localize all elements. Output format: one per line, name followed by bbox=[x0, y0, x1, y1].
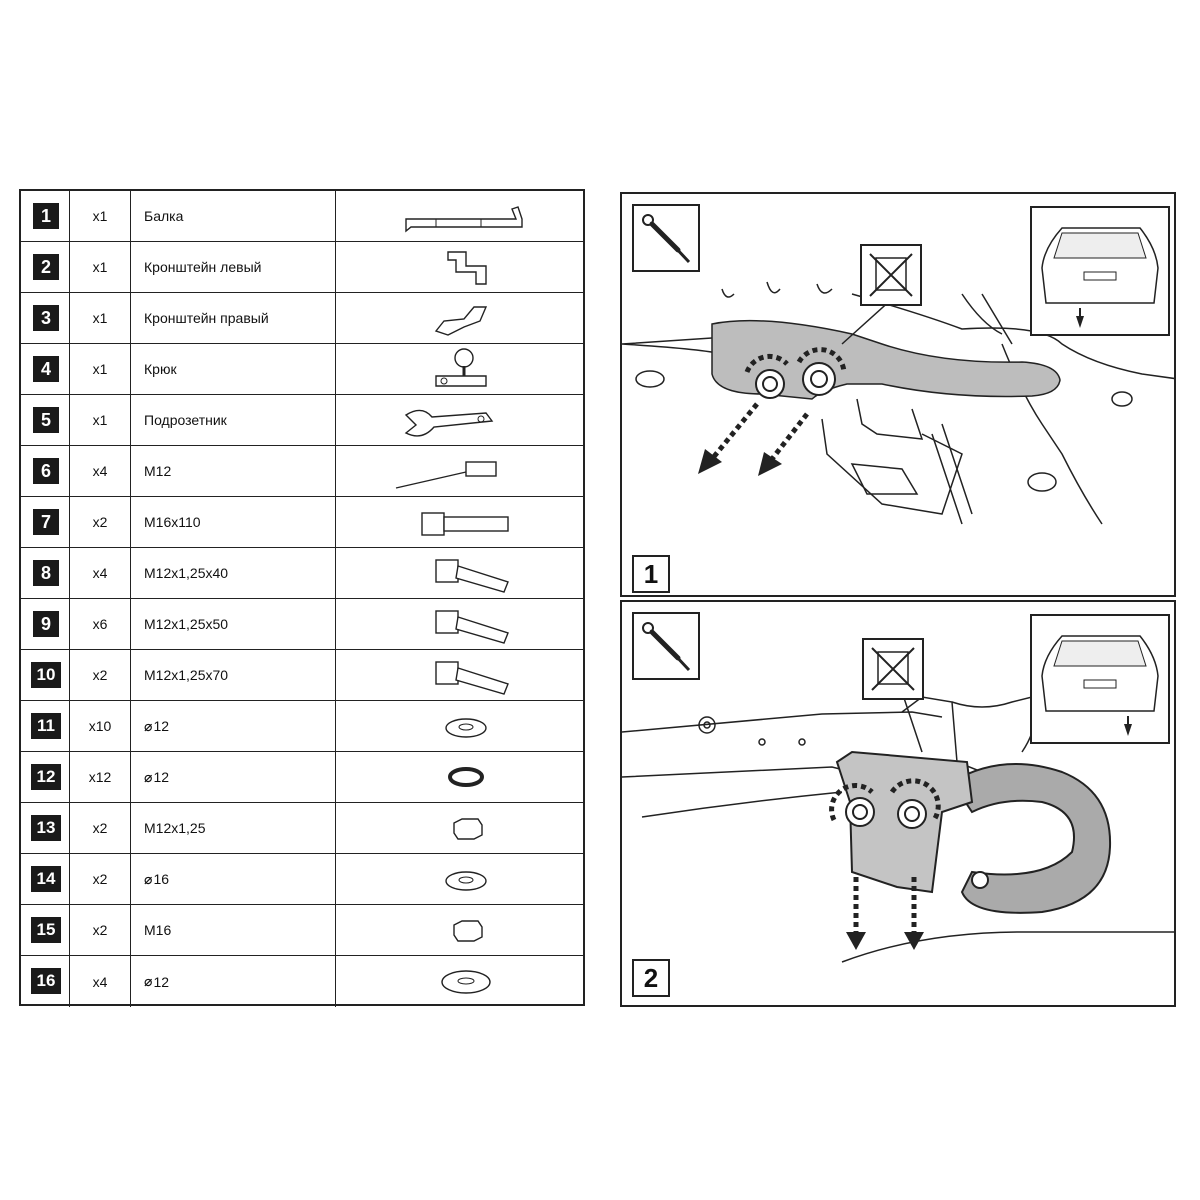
part-number-cell bbox=[21, 191, 70, 241]
part-illustration bbox=[336, 548, 583, 598]
part-name-cell bbox=[131, 905, 336, 955]
part-name-cell bbox=[131, 752, 336, 802]
part-number-cell bbox=[21, 242, 70, 292]
table-row bbox=[21, 956, 583, 1007]
part-name-cell bbox=[131, 497, 336, 547]
washer-icon bbox=[336, 854, 583, 904]
part-name: 16 bbox=[153, 871, 170, 887]
diameter-symbol: ⌀ bbox=[144, 717, 153, 734]
part-name-cell bbox=[131, 854, 336, 904]
part-illustration bbox=[336, 701, 583, 751]
torque-wrench-icon bbox=[632, 204, 700, 272]
car-rear-view-icon bbox=[1030, 614, 1170, 744]
part-illustration bbox=[336, 650, 583, 700]
part-number-badge: 15 bbox=[31, 917, 61, 943]
part-number-cell bbox=[21, 344, 70, 394]
table-row bbox=[21, 497, 583, 548]
part-quantity: x2 bbox=[70, 650, 131, 700]
part-name-cell bbox=[131, 191, 336, 241]
table-row bbox=[21, 599, 583, 650]
part-number-cell bbox=[21, 701, 70, 751]
part-name: 12 bbox=[153, 973, 170, 990]
installation-step-1 bbox=[620, 192, 1176, 597]
part-name-cell bbox=[131, 242, 336, 292]
table-row bbox=[21, 395, 583, 446]
part-illustration bbox=[336, 854, 583, 904]
part-number-cell bbox=[21, 293, 70, 343]
part-quantity: x6 bbox=[70, 599, 131, 649]
part-number-cell bbox=[21, 497, 70, 547]
part-number-cell bbox=[21, 803, 70, 853]
bolt-icon bbox=[336, 548, 583, 598]
table-row bbox=[21, 803, 583, 854]
wire-tie-icon bbox=[336, 446, 583, 496]
step-number-badge: 1 bbox=[632, 555, 670, 593]
table-row bbox=[21, 650, 583, 701]
part-number-cell bbox=[21, 650, 70, 700]
table-row bbox=[21, 344, 583, 395]
table-row bbox=[21, 854, 583, 905]
part-number-badge: 3 bbox=[33, 305, 59, 331]
part-quantity: x1 bbox=[70, 395, 131, 445]
part-name: M16x110 bbox=[144, 514, 201, 530]
part-number-badge: 16 bbox=[31, 968, 61, 994]
part-number-badge: 6 bbox=[33, 458, 59, 484]
part-number-badge: 8 bbox=[33, 560, 59, 586]
part-number-cell bbox=[21, 905, 70, 955]
part-quantity: x1 bbox=[70, 242, 131, 292]
part-quantity: x1 bbox=[70, 344, 131, 394]
parts-table bbox=[19, 189, 585, 1006]
beam-icon bbox=[336, 191, 583, 241]
bolt-icon bbox=[336, 650, 583, 700]
part-number-badge: 13 bbox=[31, 815, 61, 841]
part-illustration bbox=[336, 905, 583, 955]
part-number-badge: 14 bbox=[31, 866, 61, 892]
part-name: Крюк bbox=[144, 361, 177, 377]
part-number-badge: 12 bbox=[31, 764, 61, 790]
part-name-cell bbox=[131, 344, 336, 394]
part-name: M12x1,25x70 bbox=[144, 667, 229, 683]
part-illustration bbox=[336, 293, 583, 343]
part-illustration bbox=[336, 752, 583, 802]
part-name: Кронштейн правый bbox=[144, 310, 269, 326]
part-quantity: x4 bbox=[70, 446, 131, 496]
table-row bbox=[21, 293, 583, 344]
part-number-cell bbox=[21, 548, 70, 598]
part-quantity: x1 bbox=[70, 191, 131, 241]
diameter-symbol: ⌀ bbox=[144, 768, 153, 785]
part-number-badge: 9 bbox=[33, 611, 59, 637]
part-quantity: x12 bbox=[70, 752, 131, 802]
no-lubricant-icon bbox=[862, 638, 924, 700]
part-number-cell bbox=[21, 599, 70, 649]
part-quantity: x4 bbox=[70, 548, 131, 598]
step-number-badge: 2 bbox=[632, 959, 670, 997]
part-quantity: x2 bbox=[70, 854, 131, 904]
part-number-badge: 2 bbox=[33, 254, 59, 280]
table-row bbox=[21, 548, 583, 599]
part-name: M12x1,25x50 bbox=[144, 616, 229, 632]
table-row bbox=[21, 446, 583, 497]
part-name: Кронштейн левый bbox=[144, 259, 262, 275]
part-illustration bbox=[336, 599, 583, 649]
part-illustration bbox=[336, 191, 583, 241]
part-number-badge: 4 bbox=[33, 356, 59, 382]
part-number-cell bbox=[21, 395, 70, 445]
part-name: M12x1,25 bbox=[144, 820, 206, 836]
part-illustration bbox=[336, 956, 583, 1007]
part-name: M16 bbox=[144, 922, 172, 938]
part-illustration bbox=[336, 446, 583, 496]
part-name-cell bbox=[131, 446, 336, 496]
tow-ball-icon bbox=[336, 344, 583, 394]
part-illustration bbox=[336, 497, 583, 547]
part-quantity: x10 bbox=[70, 701, 131, 751]
installation-step-2 bbox=[620, 600, 1176, 1007]
part-name-cell bbox=[131, 956, 336, 1007]
no-lubricant-icon bbox=[860, 244, 922, 306]
part-quantity: x2 bbox=[70, 803, 131, 853]
part-name: 12 bbox=[153, 769, 170, 785]
washer-icon bbox=[336, 701, 583, 751]
part-name: M12 bbox=[144, 463, 172, 479]
part-number-badge: 1 bbox=[33, 203, 59, 229]
part-number-cell bbox=[21, 956, 70, 1007]
part-name-cell bbox=[131, 548, 336, 598]
part-name-cell bbox=[131, 803, 336, 853]
part-number-badge: 11 bbox=[31, 713, 61, 739]
torque-wrench-icon bbox=[632, 612, 700, 680]
part-name: Балка bbox=[144, 208, 184, 224]
socket-plate-icon bbox=[336, 395, 583, 445]
large-washer-icon bbox=[336, 956, 583, 1006]
bolt-long-icon bbox=[336, 497, 583, 547]
part-number-badge: 10 bbox=[31, 662, 61, 688]
part-illustration bbox=[336, 803, 583, 853]
car-rear-view-icon bbox=[1030, 206, 1170, 336]
part-name-cell bbox=[131, 599, 336, 649]
part-illustration bbox=[336, 344, 583, 394]
part-quantity: x2 bbox=[70, 905, 131, 955]
part-number-cell bbox=[21, 752, 70, 802]
part-name-cell bbox=[131, 293, 336, 343]
part-quantity: x2 bbox=[70, 497, 131, 547]
part-number-badge: 7 bbox=[33, 509, 59, 535]
part-name: Подрозетник bbox=[144, 412, 227, 428]
part-illustration bbox=[336, 242, 583, 292]
part-name-cell bbox=[131, 650, 336, 700]
table-row bbox=[21, 905, 583, 956]
part-number-badge: 5 bbox=[33, 407, 59, 433]
spring-washer-icon bbox=[336, 752, 583, 802]
table-row bbox=[21, 701, 583, 752]
part-name: 12 bbox=[153, 718, 170, 734]
table-row bbox=[21, 242, 583, 293]
part-number-cell bbox=[21, 446, 70, 496]
bracket-right-icon bbox=[336, 293, 583, 343]
part-name: M12x1,25x40 bbox=[144, 565, 229, 581]
bolt-icon bbox=[336, 599, 583, 649]
nut-icon bbox=[336, 905, 583, 955]
part-illustration bbox=[336, 395, 583, 445]
part-name-cell bbox=[131, 701, 336, 751]
part-quantity: x1 bbox=[70, 293, 131, 343]
diameter-symbol: ⌀ bbox=[144, 870, 153, 887]
diameter-symbol: ⌀ bbox=[144, 973, 153, 989]
table-row bbox=[21, 752, 583, 803]
part-number-cell bbox=[21, 854, 70, 904]
nut-icon bbox=[336, 803, 583, 853]
table-row bbox=[21, 191, 583, 242]
bracket-left-icon bbox=[336, 242, 583, 292]
part-name-cell bbox=[131, 395, 336, 445]
part-quantity: x4 bbox=[70, 956, 131, 1007]
